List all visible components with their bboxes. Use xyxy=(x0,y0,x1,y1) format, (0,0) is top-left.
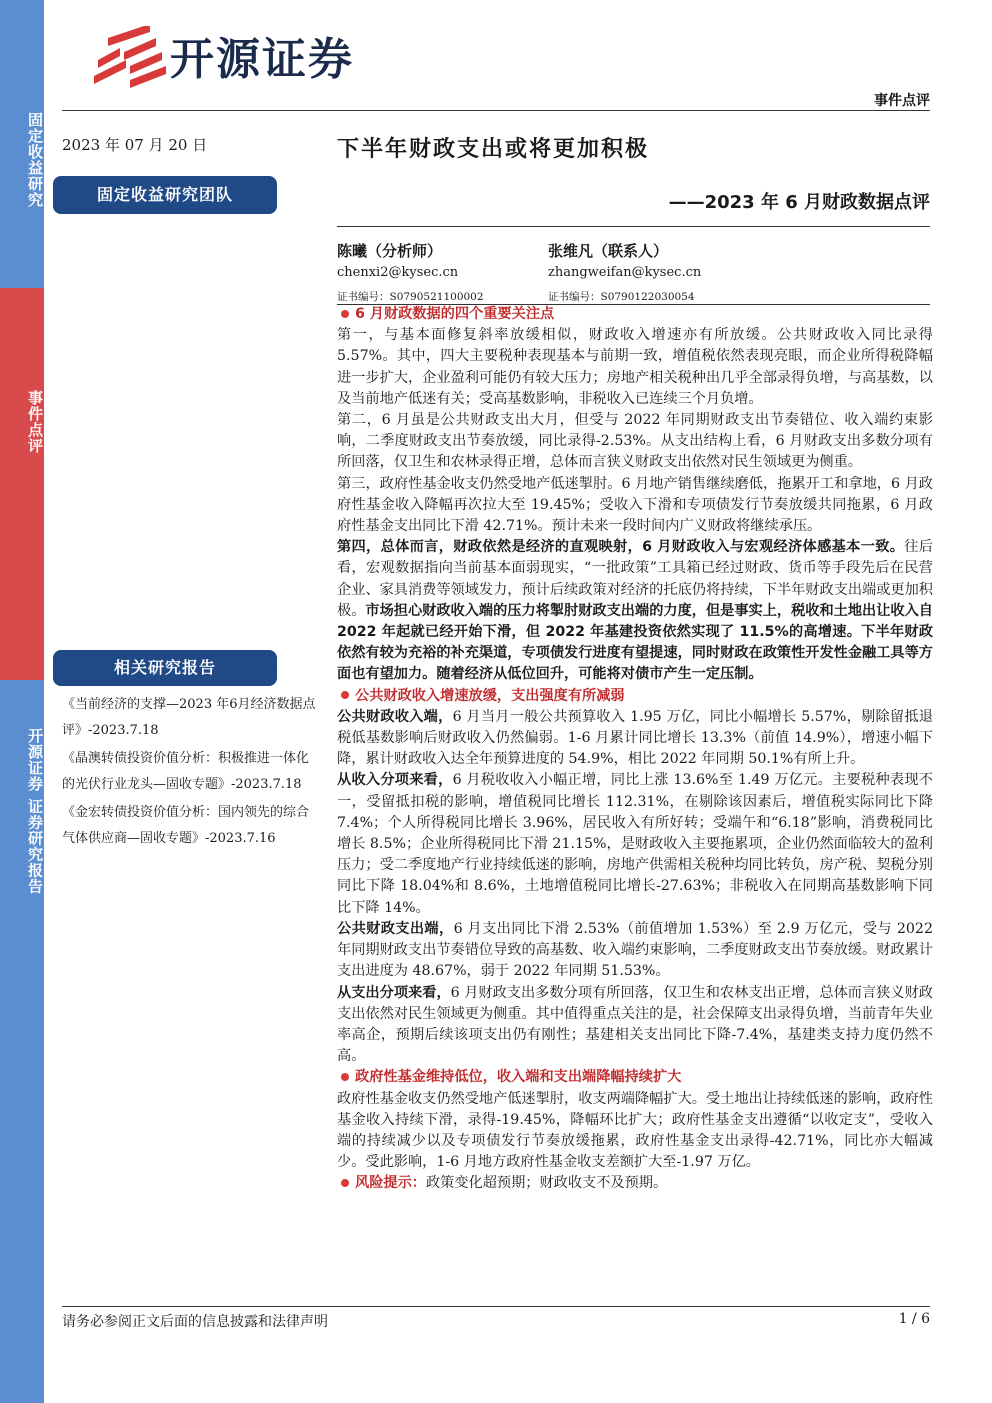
header-divider xyxy=(62,110,930,111)
sidebar-mid-label: 事件点评 xyxy=(26,390,44,454)
analyst-card xyxy=(337,240,484,308)
paragraph: 第一，与基本面修复斜率放缓相似，财政收入增速亦有所放缓。公共财政收入同比录得 5.57%。其中，四大主要税种表现基本与前期一致，增值税依然表现亮眼，而企业所得税降幅进一步扩大，企业盈利可能仍有较大压力；房地产相关税种出几乎全部录得负增，与高基数，以及当前地产低迷有关；受高基数影响，非税收入已连续三个月负增。 xyxy=(337,327,933,407)
related-report-link[interactable]: 《晶澳转债投资价值分析：积极推进一体化的光伏行业龙头—固收专题》-2023.7.18 xyxy=(62,751,310,792)
related-report-link[interactable]: 《金宏转债投资价值分析：国内领先的综合气体供应商—固收专题》-2023.7.16 xyxy=(62,805,310,846)
paragraph: 从支出分项来看，6 月财政支出多数分项有所回落，仅卫生和农林支出正增，总体而言狭义财政支出依然对民生领域更为侧重。其中值得重点关注的是，社会保障支出录得负增，当前青年失业率高企，预期后续该项支出仍有刚性；基建相关支出同比下降-7.4%，基建类支持力度仍然不高。 xyxy=(337,984,933,1065)
footer-disclaimer: 请务必参阅正文后面的信息披露和法律声明 xyxy=(62,1314,328,1330)
analyst-cert: 证书编号：S0790521100002 xyxy=(337,291,484,303)
analyst-card xyxy=(548,240,701,308)
paragraph: 第二，6 月虽是公共财政支出大月，但受与 2022 年同期财政支出节奏错位、收入端约束影响，二季度财政支出节奏放缓，同比录得-2.53%。从支出结构上看，6 月财政支出多数分项有所回落，仅卫生和农林录得正增，总体而言狭义财政支出依然对民生领域更为侧重。 xyxy=(337,412,933,471)
sidebar-mid-strip xyxy=(0,288,44,680)
paragraph: 公共财政收入端，6 月当月一般公共预算收入 1.95 万亿，同比小幅增长 5.57%，剔除留抵退税低基数影响后财政收入仍然偏弱。1-6 月累计同比增长 13.3%（前值 14.9%），增速小幅下降，累计财政收入达全年预算进度的 54.9%，相比 2022 年同期 50.1%有所上升。 xyxy=(337,708,933,768)
report-body xyxy=(337,304,933,1195)
team-badge: 固定收益研究团队 xyxy=(53,176,277,214)
paragraph: 第三，政府性基金收支仍然受地产低迷掣肘。6 月地产销售继续磨低，拖累开工和拿地，6 月政府性基金收入降幅再次拉大至 19.45%；受收入下滑和专项债发行节奏放缓共同拖累，6 月政府性基金支出同比下滑 42.71%。预计未来一段时间内广义财政将继续承压。 xyxy=(337,475,933,535)
report-title: 下半年财政支出或将更加积极 xyxy=(337,137,650,162)
paragraph: 公共财政支出端，6 月支出同比下滑 2.53%（前值增加 1.53%）至 2.9 万亿元，受与 2022 年同期财政支出节奏错位导致的高基数、收入端约束影响，二季度财政支出节奏放缓。财政累计支出进度为 48.67%，弱于 2022 年同期 51.53%。 xyxy=(337,920,933,980)
sidebar-top-label: 固定收益研究 xyxy=(26,112,44,208)
bullet-icon xyxy=(341,1073,349,1081)
analyst-email[interactable]: chenxi2@kysec.cn xyxy=(337,265,459,280)
analyst-name: 陈曦（分析师） xyxy=(337,242,443,260)
section-heading: 6 月财政数据的四个重要关注点 xyxy=(337,304,933,325)
bullet-icon xyxy=(341,1179,349,1187)
analyst-cert: 证书编号：S0790122030054 xyxy=(548,291,695,303)
related-reports-list xyxy=(62,692,320,854)
risk-note: 风险提示：政策变化超预期；财政收支不及预期。 xyxy=(337,1173,933,1194)
related-report-link[interactable]: 《当前经济的支撑—2023 年6月经济数据点评》-2023.7.18 xyxy=(62,697,316,738)
related-reports-heading: 相关研究报告 xyxy=(53,650,277,686)
paragraph: 第四，总体而言，财政依然是经济的直观映射，6 月财政收入与宏观经济体感基本一致。往后看，宏观数据指向当前基本面弱现实，“一批政策”工具箱已经过财政、货币等手段先后在民营企业、家具消费等领域发力，预计后续政策对经济的托底仍将持续，下半年财政支出端或更加积极。市场担心财政收入端的压力将掣肘财政支出端的力度，但是事实上，税收和土地出让收入自 2022 年起就已经开始下滑，但 2022 年基建投资依然实现了 11.5%的高增速。下半年财政依然有较为充裕的补充渠道，专项债发行进度有望提速，同时财政在政策性开发性金融工具等方面也有望加力。随着经济从低位回升，可能将对债市产生一定压制。 xyxy=(337,539,933,683)
section-heading: 公共财政收入增速放缓，支出强度有所减弱 xyxy=(337,686,933,707)
report-subtitle: ——2023 年 6 月财政数据点评 xyxy=(668,192,930,213)
analyst-name: 张维凡（联系人） xyxy=(548,242,669,260)
doc-type-label: 事件点评 xyxy=(874,93,930,109)
page-number: 1 / 6 xyxy=(898,1311,930,1327)
analyst-email[interactable]: zhangweifan@kysec.cn xyxy=(548,265,702,280)
section-heading: 政府性基金维持低位，收入端和支出端降幅持续扩大 xyxy=(337,1067,933,1088)
paragraph: 从收入分项来看，6 月税收收入小幅正增，同比上涨 13.6%至 1.49 万亿元。主要税种表现不一，受留抵扣税的影响，增值税同比增长 112.31%，在剔除该因素后，增值税实际同比下降 7.4%；个人所得税同比增长 3.96%，居民收入有所好转；受端午和“6.18”影响，消费税同比增长 8.5%；企业所得税同比下滑 21.15%，是财政收入主要拖累项，企业仍然面临较大的盈利压力；受二季度地产行业持续低迷的影响，房地产供需相关税种均同比转负，房产税、契税分别同比下降 18.04%和 8.6%，土地增值税同比增长-27.63%；非税收入在同期高基数影响下同比下降 14%。 xyxy=(337,772,933,916)
brand-logo-icon xyxy=(90,26,170,96)
footer-divider xyxy=(62,1306,930,1307)
bullet-icon xyxy=(341,691,349,699)
paragraph: 政府性基金收支仍然受地产低迷掣肘，收支两端降幅扩大。受土地出让持续低迷的影响，政府性基金收入持续下滑，录得-19.45%，降幅环比扩大；政府性基金支出遵循“以收定支”，受收入端的持续减少以及专项债发行节奏放缓拖累，政府性基金支出录得-42.71%，同比亦大幅减少。受此影响，1-6 月地方政府性基金收支差额扩大至-1.97 万亿。 xyxy=(337,1090,933,1171)
brand-name: 开源证券 xyxy=(170,34,354,85)
report-date: 2023 年 07 月 20 日 xyxy=(62,136,208,154)
title-divider xyxy=(337,226,930,227)
bullet-icon xyxy=(341,310,349,318)
sidebar-bottom-label: 开源证券 证券研究报告 xyxy=(26,727,44,895)
